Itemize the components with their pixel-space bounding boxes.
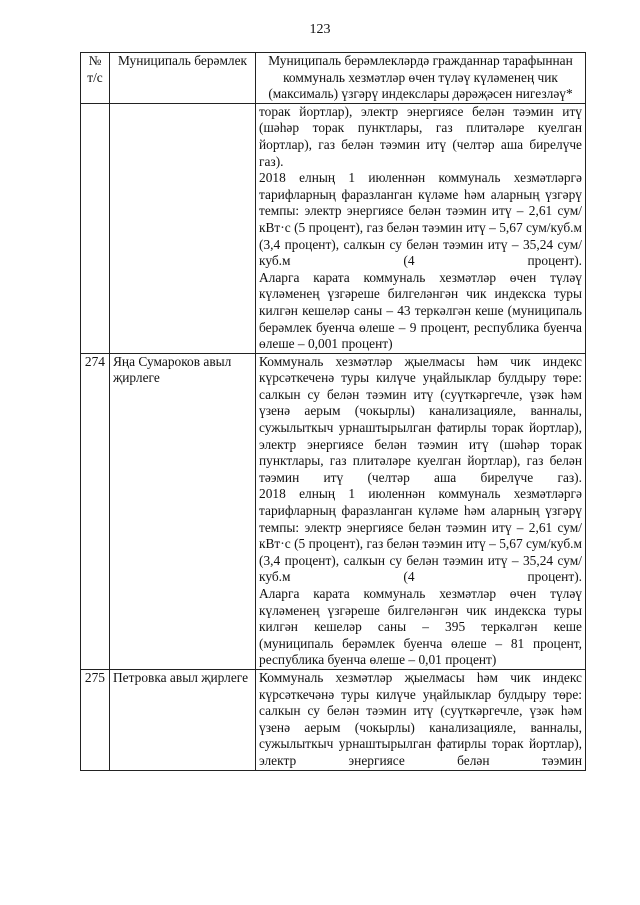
- row-number: 275: [81, 669, 110, 770]
- table-row: [81, 669, 586, 770]
- justification-paragraph: 2018 елның 1 июленнән коммуналь хезмәтләргә тарифларның фаразланган күләме һәм аларның үзгәрү темпы: электр энергиясе белән тәэмин итү – 2,61 сум/кВт·с (5 процент), газ белән тәэмин итү – 5,67 сум/куб.м (3,4 процент), салкын су белән тәэмин итү – 35,24 сум/куб.м (4 процент).: [259, 170, 582, 269]
- index-justification: [256, 669, 586, 770]
- header-number: № т/с: [81, 53, 110, 104]
- justification-paragraph: торак йортлар), электр энергиясе белән тәэмин итү (шәһәр торак пунктлары, газ плитәләре куелган йортлар), газ белән тәэмин итү (челтәр аша бирелүче газ).: [259, 103, 582, 169]
- index-justification: [256, 103, 586, 353]
- row-number: 274: [81, 353, 110, 669]
- page-number: 123: [309, 22, 331, 37]
- justification-paragraph: Аларга карата коммуналь хезмәтләр өчен түләү күләменең үзгәреше билгеләнгән чик индекска туры килгән кешеләр саны – 395 теркәлгән кеше (муниципаль берәмлек буенча өлеше – 81 процент, республика буенча өлеше – 0,01 процент): [259, 586, 582, 668]
- row-number: [81, 103, 110, 353]
- municipality-name: [110, 103, 256, 353]
- justification-paragraph: 2018 елның 1 июленнән коммуналь хезмәтләргә тарифларның фаразланган күләме һәм аларның үзгәрү темпы: электр энергиясе белән тәэмин итү – 2,61 сум/кВт·с (5 процент), газ белән тәэмин итү – 5,67 сум/куб.м (3,4 процент), салкын су белән тәэмин итү – 35,24 сум/куб.м (4 процент).: [259, 486, 582, 585]
- index-justification: [256, 353, 586, 669]
- justification-paragraph: Коммуналь хезмәтләр җыелмасы һәм чик индекс күрсәткеченә туры килүче уңайлыклар булдыру төре: салкын су белән тәэмин итү (суүткәргечле, үзәк һәм үзенә аерым (чокырлы) канализацияле, ванналы, сужылыткыч урнаштырылган фатирлы торак йортлар), электр энергиясе белән тәэмин итү (шәһәр торак пунктлары, газ плитәләре куелган йортлар), газ белән тәэмин итү (челтәр аша бирелүче газ).: [259, 353, 582, 485]
- justification-paragraph: Аларга карата коммуналь хезмәтләр өчен түләү күләменең үзгәреше билгеләнгән чик индекска туры килгән кешеләр саны – 43 теркәлгән кеше (муниципаль берәмлек буенча өлеше – 9 процент, республика буенча өлеше – 0,001 процент): [259, 269, 582, 352]
- header-municipality: Муниципаль берәмлек: [110, 53, 256, 104]
- municipality-name: Яңа Сумароков авыл җирлеге: [110, 353, 256, 669]
- tariff-table: [80, 52, 586, 771]
- justification-paragraph: Коммуналь хезмәтләр җыелмасы һәм чик индекс күрсәткечәнә туры килүче уңайлыклар булдыру төре: салкын су белән тәэмин итү (суүткәргечле, үзәк һәм үзенә аерым (чокырлы) канализацияле, ванналы, сужылыткыч урнаштырылган фатирлы торак йортлар), электр энергиясе белән тәэмин: [259, 669, 582, 768]
- header-index: Муниципаль берәмлекләрдә гражданнар тарафыннан коммуналь хезмәтләр өчен түләү күләменең чик (максималь) үзгәрү индекслары дәрәҗәсен нигезләү*: [256, 53, 586, 104]
- municipality-name: Петровка авыл җирлеге: [110, 669, 256, 770]
- table-row: [81, 353, 586, 669]
- table-header-row: [81, 53, 586, 104]
- table-row: [81, 103, 586, 353]
